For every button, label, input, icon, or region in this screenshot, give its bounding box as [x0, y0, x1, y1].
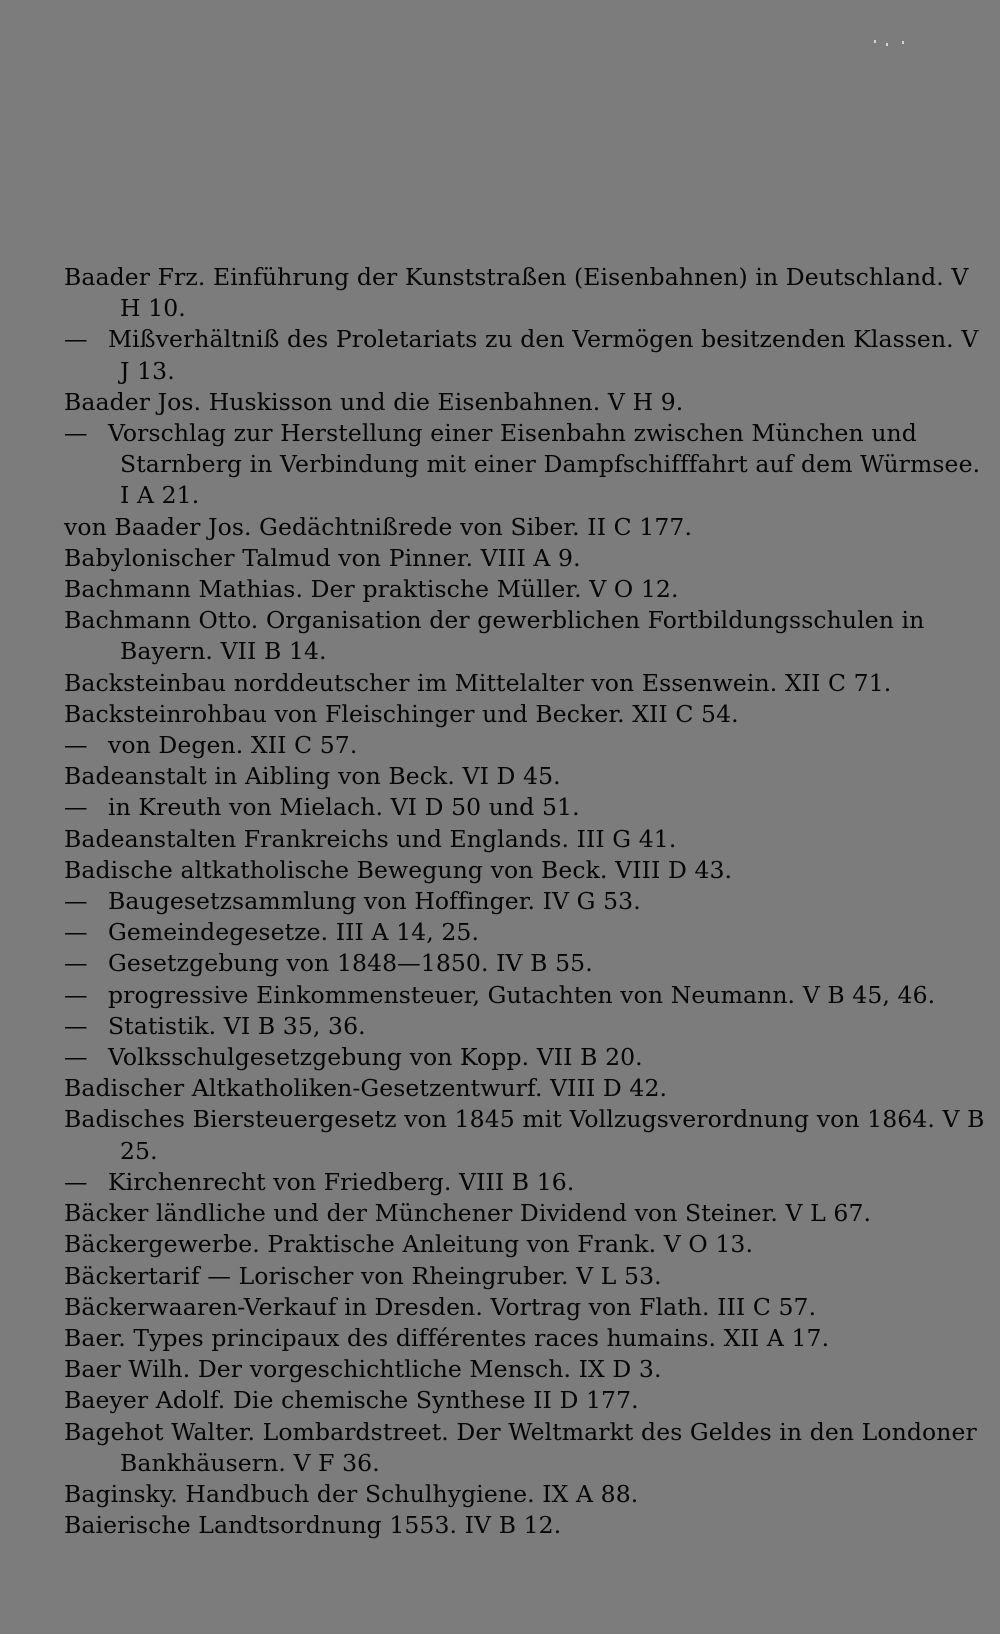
- scan-specks: [872, 38, 912, 50]
- index-entry: [64, 387, 992, 418]
- entry-dash: —: [64, 1167, 88, 1196]
- entry-text: Baierische Landtsordnung 1553. IV B 12.: [64, 1511, 562, 1540]
- index-entry: [64, 1104, 992, 1166]
- entry-text: Bäckertarif — Lorischer von Rheingruber. V L 53.: [64, 1261, 662, 1290]
- entry-dash: —: [64, 918, 88, 947]
- index-entry: [64, 1167, 992, 1198]
- entry-dash: —: [64, 887, 88, 916]
- entry-text: Backsteinrohbau von Fleischinger und Becker. XII C 54.: [64, 699, 739, 728]
- index-entry: [64, 1323, 992, 1354]
- index-entry: [64, 855, 992, 886]
- index-entry: [64, 262, 992, 324]
- index-entry: [64, 1073, 992, 1104]
- index-entry: [64, 1385, 992, 1416]
- entry-text: Badeanstalten Frankreichs und Englands. III G 41.: [64, 824, 677, 853]
- index-entry: [64, 1011, 992, 1042]
- speck: [902, 41, 904, 44]
- entry-dash: —: [64, 419, 88, 448]
- index-entry: [64, 543, 992, 574]
- entry-text: Bäcker ländliche und der Münchener Dividend von Steiner. V L 67.: [64, 1199, 872, 1228]
- entry-text: Badisches Biersteuergesetz von 1845 mit Vollzugsverordnung von 1864. V B 25.: [64, 1105, 985, 1165]
- index-entry: [64, 1417, 992, 1479]
- entry-text: Kirchenrecht von Friedberg. VIII B 16.: [108, 1167, 575, 1196]
- entry-text: Badischer Altkatholiken-Gesetzentwurf. VIII D 42.: [64, 1074, 668, 1103]
- entry-text: Baer. Types principaux des différentes races humains. XII A 17.: [64, 1323, 830, 1352]
- entry-text: Baer Wilh. Der vorgeschichtliche Mensch. IX D 3.: [64, 1355, 662, 1384]
- index-entry: [64, 1229, 992, 1260]
- entry-text: Bachmann Mathias. Der praktische Müller. V O 12.: [64, 575, 679, 604]
- entry-text: Badische altkatholische Bewegung von Beck. VIII D 43.: [64, 855, 733, 884]
- index-entry-list: [0, 262, 1000, 1541]
- index-entry: [64, 1292, 992, 1323]
- entry-text: von Baader Jos. Gedächtnißrede von Siber. II C 177.: [64, 512, 693, 541]
- index-entry: [64, 980, 992, 1011]
- entry-dash: —: [64, 1011, 88, 1040]
- index-entry: [64, 1479, 992, 1510]
- entry-text: Volksschulgesetzgebung von Kopp. VII B 20.: [108, 1043, 643, 1072]
- entry-text: Backsteinbau norddeutscher im Mittelalter von Essenwein. XII C 71.: [64, 668, 892, 697]
- index-entry: [64, 730, 992, 761]
- entry-text: Statistik. VI B 35, 36.: [108, 1011, 366, 1040]
- index-entry: [64, 324, 992, 386]
- index-entry: [64, 574, 992, 605]
- index-entry: [64, 792, 992, 823]
- entry-text: Badeanstalt in Aibling von Beck. VI D 45.: [64, 762, 561, 791]
- entry-text: Bagehot Walter. Lombardstreet. Der Weltmarkt des Geldes in den Londoner Bankhäusern. V F 36.: [64, 1417, 977, 1477]
- entry-text: Babylonischer Talmud von Pinner. VIII A 9.: [64, 543, 581, 572]
- entry-text: progressive Einkommensteuer, Gutachten von Neumann. V B 45, 46.: [108, 980, 936, 1009]
- entry-text: Gemeindegesetze. III A 14, 25.: [108, 918, 480, 947]
- entry-text: Baader Frz. Einführung der Kunststraßen (Eisenbahnen) in Deutschland. V H 10.: [64, 263, 969, 323]
- index-entry: [64, 1510, 992, 1541]
- index-entry: [64, 886, 992, 917]
- index-entry: [64, 418, 992, 512]
- index-entry: [64, 824, 992, 855]
- entry-dash: —: [64, 980, 88, 1009]
- entry-text: von Degen. XII C 57.: [108, 731, 358, 760]
- entry-text: in Kreuth von Mielach. VI D 50 und 51.: [108, 793, 580, 822]
- index-entry: [64, 1261, 992, 1292]
- entry-text: Vorschlag zur Herstellung einer Eisenbahn zwischen München und Starnberg in Verbindung mit einer Dampfschifffahrt auf dem Würmsee. I A 21.: [108, 419, 981, 510]
- index-entry: [64, 699, 992, 730]
- index-entry: [64, 948, 992, 979]
- entry-text: Baeyer Adolf. Die chemische Synthese II D 177.: [64, 1386, 639, 1415]
- entry-text: Baginsky. Handbuch der Schulhygiene. IX A 88.: [64, 1479, 639, 1508]
- speck: [886, 43, 888, 46]
- index-entry: [64, 1198, 992, 1229]
- speck: [874, 40, 876, 43]
- index-entry: [64, 761, 992, 792]
- index-entry: [64, 668, 992, 699]
- entry-text: Bäckerwaaren-Verkauf in Dresden. Vortrag von Flath. III C 57.: [64, 1292, 817, 1321]
- entry-dash: —: [64, 731, 88, 760]
- entry-text: Baugesetzsammlung von Hoffinger. IV G 53.: [108, 887, 641, 916]
- entry-text: Gesetzgebung von 1848—1850. IV B 55.: [108, 949, 593, 978]
- index-entry: [64, 1354, 992, 1385]
- entry-text: Mißverhältniß des Proletariats zu den Vermögen besitzenden Klassen. V J 13.: [108, 325, 979, 385]
- index-entry: [64, 917, 992, 948]
- entry-dash: —: [64, 1043, 88, 1072]
- index-entry: [64, 605, 992, 667]
- index-entry: [64, 1042, 992, 1073]
- entry-text: Baader Jos. Huskisson und die Eisenbahnen. V H 9.: [64, 387, 684, 416]
- entry-dash: —: [64, 949, 88, 978]
- entry-dash: —: [64, 793, 88, 822]
- entry-text: Bäckergewerbe. Praktische Anleitung von Frank. V O 13.: [64, 1230, 754, 1259]
- entry-dash: —: [64, 325, 88, 354]
- index-entry: [64, 512, 992, 543]
- entry-text: Bachmann Otto. Organisation der gewerblichen Fortbildungsschulen in Bayern. VII B 14.: [64, 606, 925, 666]
